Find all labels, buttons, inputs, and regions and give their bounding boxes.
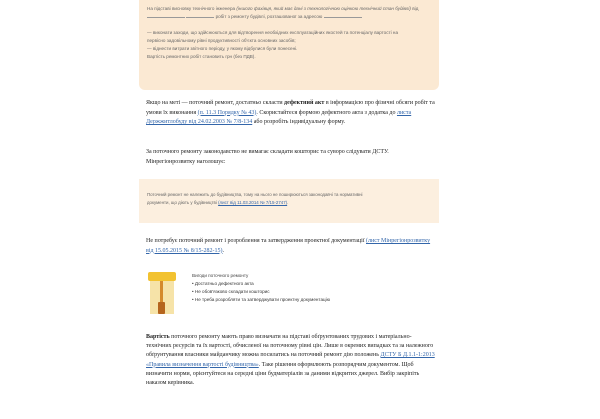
paragraph-text: . Скористайтеся формою дефектного акта з додатка до — [256, 109, 396, 116]
sample-item: — виконати заходи, що здійснюються для відтворення необхідних експлуатаційних якостей та потенціалу вартості на — [147, 30, 399, 35]
link-dstu-standard[interactable]: ДСТУ Б Д.1.1-1:2013 «Правила визначення вартості будівництва» — [146, 352, 435, 368]
quote-line: Поточний ремонт не належить до будівництва, тому на нього не поширюються законодавчі та нормативні — [147, 192, 363, 197]
paragraph-no-estimate: За поточного ремонту законодавство не вимагає складати кошторис та суворо слідувати ДСТУ. Мінрегіонрозвитку наголошує: — [146, 149, 389, 165]
link-minregion-letter-2014[interactable]: (лист від 11.03.2014 № 7/15-2747) — [218, 200, 288, 205]
roller-handle — [160, 281, 163, 303]
benefit-item: • Достатньо дефектного акта — [192, 281, 254, 286]
sample-item: первісно задовільному рівні продуктивності об'єкта основних засобів; — [147, 38, 296, 43]
benefits-title: Вигоди поточного ремонту — [192, 273, 249, 278]
paragraph-defect-act — [146, 99, 436, 128]
sample-text-italic: (іншого фахівця, який має дані з технологічною оцінкою технічний стан будівлі) — [236, 6, 411, 11]
benefit-item: • Не обов'язково складати кошторис — [192, 289, 270, 294]
quote-text: документи, що діють у будівництві — [147, 200, 217, 205]
blank-line — [147, 13, 185, 18]
paragraph-text: або розробіть індивідуальну форму. — [252, 119, 346, 126]
quote-line — [147, 199, 431, 207]
paragraph-text: Якщо на меті — поточний ремонт, достатньо скласти — [146, 100, 283, 106]
paragraph-text: . Таке рішення оформлюють розпорядчим документом. Щоб визначити норми, орієнтуйтеся на середні ціни будматеріалів за даними відкритих джерел. Вибір закріпіть наказом керівника. — [146, 361, 420, 387]
sample-line-1 — [147, 5, 431, 21]
sample-text: робіт з ремонту будівлі, розташованої за адресою — [215, 14, 323, 19]
paragraph-text: . — [222, 247, 224, 254]
sample-order-box — [139, 0, 439, 90]
paragraph-bold: Вартість — [146, 334, 170, 340]
sample-item: Вартість ремонтних робіт становить грн (без ПДВ). — [147, 54, 256, 59]
benefits-list — [192, 272, 422, 304]
roller-grip — [158, 302, 165, 314]
paragraph-bold: дефектний акт — [284, 100, 325, 106]
sample-item: — віднести витрати звітного періоду, у якому відбулися були понесені. — [147, 46, 298, 51]
paragraph-cost — [146, 333, 436, 388]
paragraph-text: в інформацією про фізичні обсяги робіт та умови їх виконання — [146, 100, 435, 116]
link-derzhzhytlobud-letter[interactable]: листа Держжитлобуду від 24.02.2003 № 7/8-134 — [146, 109, 412, 126]
blank-line — [186, 13, 214, 18]
sample-text: від — [412, 6, 419, 11]
roller-head — [148, 272, 176, 281]
benefits-block — [144, 268, 434, 324]
blank-line — [324, 13, 362, 18]
paint-roller-illustration — [144, 268, 180, 318]
sample-text: На підставі висновку технічного інженера — [147, 6, 236, 11]
link-minregion-letter-2015[interactable]: (лист Мінрегіонрозвитку від 15.05.2015 № 8/15-282-15) — [146, 238, 431, 254]
link-procedure-43[interactable]: (п. 11.3 Порядку № 43) — [197, 109, 257, 116]
quote-box — [139, 179, 439, 223]
quote-text: . — [287, 200, 289, 205]
paragraph-text: поточного ремонту мають право визначати на підставі обґрунтованих трудових і матеріально-технічних ресурсів та їх вартості, обчисленої на поточному рівні цін. Лише в окремих випадках та за належного обґрунтування власники майданчику можна посилатись на поточний ремонт дію положень — [146, 334, 434, 359]
benefit-item: • Не треба розробляти та затверджувати проектну документацію — [192, 297, 331, 302]
paragraph-text: Не потребує поточний ремонт і розроблення та затвердження проектної документації — [146, 238, 365, 244]
paragraph-no-project-docs — [146, 237, 436, 256]
